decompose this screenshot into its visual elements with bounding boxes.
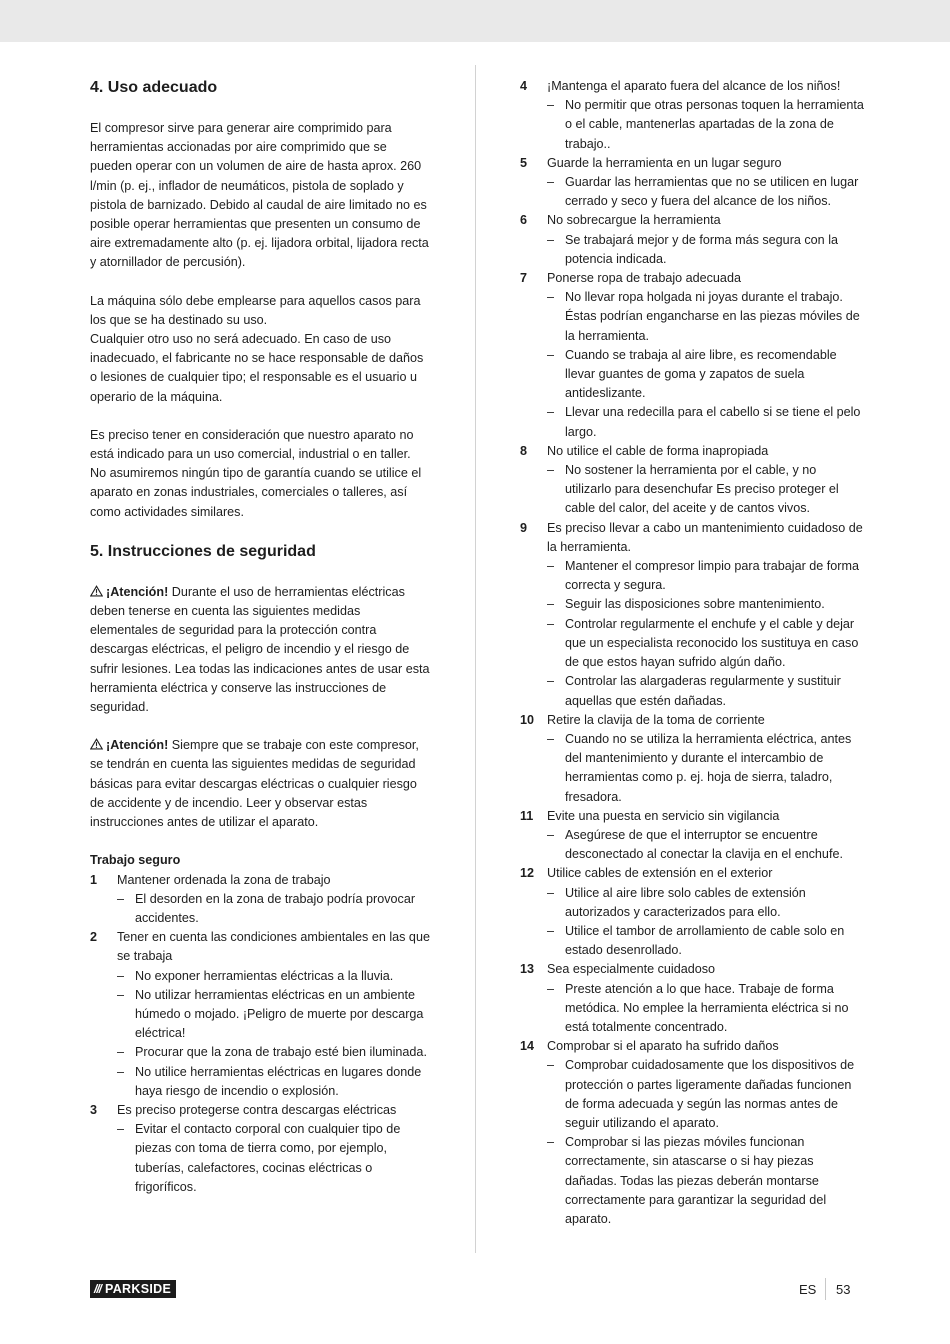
safety-list-left <box>90 871 430 1197</box>
item-title: Evite una puesta en servicio sin vigilancia <box>547 808 780 823</box>
language-code: ES <box>799 1282 817 1297</box>
section-4-title: 4. Uso adecuado <box>90 79 218 96</box>
sub-item-text: Mantener el compresor limpio para trabajar de forma correcta y segura. <box>565 559 859 593</box>
sub-item <box>117 967 430 986</box>
warning-paragraph-2 <box>90 736 430 832</box>
list-item <box>520 519 865 557</box>
safe-work-subheading: Trabajo seguro <box>90 853 181 868</box>
dash-bullet: – <box>547 98 555 113</box>
item-number: 13 <box>520 962 535 977</box>
sub-item-text: Evitar el contacto corporal con cualquier tipo de piezas con toma de tierra como, por ejemplo, tuberías, calefactores, cocinas eléctricas o frigoríficos. <box>135 1122 401 1194</box>
list-item <box>520 269 865 288</box>
logo-slashes: /// <box>94 1282 102 1296</box>
sub-item <box>547 826 865 864</box>
dash-bullet: – <box>547 827 555 842</box>
sub-item <box>547 557 865 595</box>
item-number: 14 <box>520 1039 535 1054</box>
dash-bullet: – <box>117 987 125 1002</box>
sub-item-text: Se trabajará mejor y de forma más segura con la potencia indicada. <box>565 232 838 266</box>
sub-item-text: Cuando se trabaja al aire libre, es recomendable llevar guantes de goma y zapatos de suela antideslizante. <box>565 347 837 401</box>
sub-item-text: Llevar una redecilla para el cabello si se tiene el pelo largo. <box>565 405 861 439</box>
left-column <box>90 77 430 1197</box>
dash-bullet: – <box>547 175 555 190</box>
dash-bullet: – <box>547 597 555 612</box>
dash-bullet: – <box>117 1045 125 1060</box>
sub-item-text: No permitir que otras personas toquen la herramienta o el cable, mantenerlas apartadas de la zona de trabajo.. <box>565 98 864 151</box>
list-item <box>520 807 865 826</box>
sub-item <box>547 288 865 346</box>
sub-item-text: Preste atención a lo que hace. Trabaje de forma metódica. No emplee la herramienta eléctrica si no está totalmente concentrado. <box>565 981 849 1034</box>
section-5-title: 5. Instrucciones de seguridad <box>90 542 316 560</box>
safety-list-right <box>520 77 865 1229</box>
dash-bullet: – <box>547 885 555 900</box>
item-number: 4 <box>520 79 528 93</box>
dash-bullet: – <box>547 674 555 689</box>
item-title: No utilice el cable de forma inapropiada <box>547 443 769 458</box>
parkside-logo <box>90 1280 176 1298</box>
sub-item-text: Controlar regularmente el enchufe y el cable y dejar que un especialista reconocido los sustituya en caso de que estos hayan sufrido algún daño. <box>565 616 859 670</box>
item-title: Es preciso llevar a cabo un mantenimiento cuidadoso de la herramienta. <box>547 520 863 554</box>
sub-item <box>547 595 865 614</box>
list-item <box>90 928 430 966</box>
section-4-paragraph-3: Es preciso tener en consideración que nuestro aparato no está indicado para un uso comercial, industrial o en taller. No asumiremos ningún tipo de garantía cuando se utilice el aparato en zonas industriales, comerciales o talleres, así como actividades similares. <box>90 427 422 519</box>
column-divider <box>475 65 476 1253</box>
sub-item-text: Utilice al aire libre solo cables de extensión autorizados y caracterizados para ello. <box>565 885 806 919</box>
warning-text-2: Siempre que se trabaje con este compresor, se tendrán en cuenta las siguientes medidas de seguridad básicas para evitar descargas eléctricas o cualquier riesgo de accidente y de incendio. Leer y observar estas instrucciones antes de utilizar el aparato. <box>90 738 419 830</box>
sub-item <box>547 231 865 269</box>
sub-item-text: No sostener la herramienta por el cable, y no utilizarlo para desenchufar Es preciso proteger el cable del calor, del aceite y de cantos vivos. <box>565 463 839 516</box>
item-title: Sea especialmente cuidadoso <box>547 962 716 977</box>
page-number: 53 <box>836 1282 851 1297</box>
item-number: 8 <box>520 443 528 458</box>
item-title: Comprobar si el aparato ha sufrido daños <box>547 1039 779 1054</box>
item-number: 6 <box>520 213 528 228</box>
item-title: No sobrecargue la herramienta <box>547 213 721 228</box>
sub-item-text: Cuando no se utiliza la herramienta eléctrica, antes del mantenimiento y durante el intercambio de herramientas como p. ej. hoja de sierra, taladro, fresadora. <box>565 731 852 804</box>
dash-bullet: – <box>117 1122 125 1137</box>
item-title: Guarde la herramienta en un lugar seguro <box>547 155 782 170</box>
sub-item <box>117 986 430 1044</box>
item-title: Mantener ordenada la zona de trabajo <box>117 872 331 887</box>
dash-bullet: – <box>547 347 555 362</box>
section-4-paragraph-1: El compresor sirve para generar aire comprimido para herramientas accionadas por aire comprimido que se pueden operar con un volumen de aire de hasta aprox. 260 l/min (p. ej., inflador de neumáticos, pistola de soplado y pistola de barnizado. Debido al caudal de aire limitado no es posible operar herramientas que presenten un consumo de aire extremadamente alto (p. ej. lijadora orbital, lijadora recta y atornillador de percusión). <box>90 121 429 270</box>
dash-bullet: – <box>117 1064 125 1079</box>
item-title: Ponerse ropa de trabajo adecuada <box>547 271 741 286</box>
item-number: 11 <box>520 808 534 823</box>
sub-item <box>547 96 865 154</box>
list-item <box>520 960 865 979</box>
list-item <box>520 154 865 173</box>
sub-item <box>547 173 865 211</box>
dash-bullet: – <box>547 405 555 420</box>
item-number: 12 <box>520 866 535 881</box>
sub-item <box>547 672 865 710</box>
list-item <box>520 442 865 461</box>
sub-item-text: Asegúrese de que el interruptor se encuentre desconectado al conectar la clavija en el enchufe. <box>565 827 843 862</box>
item-number: 1 <box>90 872 98 887</box>
dash-bullet: – <box>547 616 555 631</box>
sub-item <box>547 346 865 404</box>
sub-item-text: Seguir las disposiciones sobre mantenimiento. <box>565 597 825 612</box>
warning-paragraph-1 <box>90 583 430 717</box>
list-item <box>520 77 865 96</box>
item-number: 2 <box>90 930 98 945</box>
page-footer <box>0 1276 950 1306</box>
sub-item-text: No utilice herramientas eléctricas en lugares donde haya riesgo de incendio o explosión. <box>135 1064 422 1098</box>
sub-item-text: No utilizar herramientas eléctricas en un ambiente húmedo o mojado. ¡Peligro de muerte por descarga eléctrica! <box>135 987 424 1041</box>
item-number: 5 <box>520 155 528 170</box>
list-item <box>520 1037 865 1056</box>
page-top-band <box>0 0 950 42</box>
section-4-paragraph-2 <box>90 292 430 407</box>
warning-label: ¡Atención! <box>106 738 169 753</box>
sub-item <box>547 403 865 441</box>
item-title: ¡Mantenga el aparato fuera del alcance de los niños! <box>547 79 841 93</box>
item-number: 3 <box>90 1102 98 1117</box>
dash-bullet: – <box>117 968 125 983</box>
dash-bullet: – <box>547 463 555 478</box>
sub-item <box>547 461 865 519</box>
sub-item <box>547 615 865 673</box>
sub-item-text: No exponer herramientas eléctricas a la lluvia. <box>135 968 394 983</box>
sub-item <box>547 980 865 1038</box>
sub-item-text: No llevar ropa holgada ni joyas durante el trabajo. Éstas podrían engancharse en las piezas móviles de la herramienta. <box>565 290 860 343</box>
right-column <box>520 77 865 1229</box>
item-number: 7 <box>520 271 528 286</box>
sub-item <box>117 890 430 928</box>
warning-text-1: Durante el uso de herramientas eléctricas deben tenerse en cuenta las siguientes medidas elementales de seguridad para la protección contra descargas eléctricas, el peligro de incendio y el riesgo de sufrir lesiones. Lea todas las indicaciones antes de usar esta herramienta eléctrica y conserve las instrucciones de seguridad. <box>90 584 430 715</box>
list-item <box>90 871 430 890</box>
sub-item <box>547 922 865 960</box>
sub-item-text: Controlar las alargaderas regularmente y sustituir aquellas que estén dañadas. <box>565 674 841 708</box>
dash-bullet: – <box>547 1135 555 1150</box>
sub-item <box>547 1056 865 1133</box>
item-number: 9 <box>520 520 528 535</box>
sub-item <box>117 1120 430 1197</box>
dash-bullet: – <box>547 923 555 938</box>
list-item <box>520 864 865 883</box>
sub-item-text: Procurar que la zona de trabajo esté bien iluminada. <box>135 1045 427 1060</box>
dash-bullet: – <box>547 731 555 746</box>
sub-item <box>117 1063 430 1101</box>
dash-bullet: – <box>547 1058 555 1073</box>
sub-item <box>547 884 865 922</box>
section-4-paragraph-2b: Cualquier otro uso no será adecuado. En caso de uso inadecuado, el fabricante no se hace responsable de daños o lesiones de cualquier tipo; el responsable es el usuario u operario de la máquina. <box>90 332 424 404</box>
footer-separator <box>825 1278 826 1300</box>
item-title: Retire la clavija de la toma de corriente <box>547 712 765 727</box>
dash-bullet: – <box>117 891 125 906</box>
sub-item-text: Guardar las herramientas que no se utilicen en lugar cerrado y seco y fuera del alcance de los niños. <box>565 175 859 209</box>
sub-item-text: Comprobar si las piezas móviles funcionan correctamente, sin atascarse o si hay piezas dañadas. Todas las piezas deberán montarse correctamente para garantizar la seguridad del aparato. <box>565 1135 827 1226</box>
item-title: Tener en cuenta las condiciones ambientales en las que se trabaja <box>117 930 430 964</box>
warning-label: ¡Atención! <box>106 584 169 599</box>
list-item <box>90 1101 430 1120</box>
sub-item <box>117 1043 430 1062</box>
sub-item <box>547 1133 865 1229</box>
logo-text: PARKSIDE <box>105 1282 172 1296</box>
sub-item-text: Comprobar cuidadosamente que los dispositivos de protección o partes ligeramente dañadas funcionen de forma adecuada y según las normas antes de seguir utilizando el aparato. <box>565 1058 855 1130</box>
sub-item-text: Utilice el tambor de arrollamiento de cable solo en estado desenrollado. <box>565 923 845 958</box>
dash-bullet: – <box>547 232 555 247</box>
item-title: Utilice cables de extensión en el exterior <box>547 866 773 881</box>
list-item <box>520 711 865 730</box>
list-item <box>520 211 865 230</box>
dash-bullet: – <box>547 559 555 574</box>
warning-triangle-icon <box>90 738 103 750</box>
sub-item <box>547 730 865 807</box>
dash-bullet: – <box>547 981 555 996</box>
item-number: 10 <box>520 712 535 727</box>
warning-triangle-icon <box>90 585 103 597</box>
section-4-paragraph-2a: La máquina sólo debe emplearse para aquellos casos para los que se ha destinado su uso. <box>90 293 421 327</box>
item-title: Es preciso protegerse contra descargas eléctricas <box>117 1102 397 1117</box>
dash-bullet: – <box>547 290 555 305</box>
sub-item-text: El desorden en la zona de trabajo podría provocar accidentes. <box>135 891 416 925</box>
